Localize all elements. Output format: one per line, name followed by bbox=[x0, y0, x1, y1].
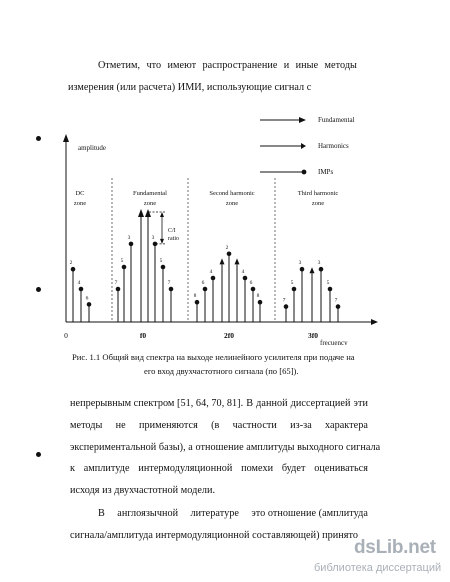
imp-marker bbox=[227, 252, 232, 257]
imp-order-label: 6 bbox=[85, 295, 89, 302]
x-tick-label: 0 bbox=[64, 331, 68, 340]
word: интермодуляционной bbox=[138, 463, 233, 474]
para2-line4 bbox=[70, 463, 368, 474]
imp-marker bbox=[129, 242, 134, 247]
ci-label: C/I bbox=[168, 228, 176, 234]
word: характера bbox=[325, 420, 368, 431]
y-axis-arrow bbox=[63, 134, 69, 142]
word: распространение bbox=[202, 60, 278, 71]
ci-arrow-down bbox=[160, 239, 164, 244]
x-tick-label: f0 bbox=[139, 331, 147, 340]
imp-order-label: 7 bbox=[114, 280, 118, 286]
imp-marker bbox=[258, 300, 263, 305]
imp-order-label: 3 bbox=[127, 234, 131, 241]
word: англоязычной bbox=[117, 508, 179, 519]
para2-line3: экспериментальной базы), а отношение амплитуды выходного сигнала bbox=[70, 442, 381, 453]
imp-marker bbox=[79, 287, 84, 292]
word: непрерывным спектром [51, 64, 70, 81]. bbox=[70, 398, 244, 409]
imp-marker bbox=[87, 302, 92, 307]
word: данной bbox=[256, 398, 288, 409]
imp-order-label: 7 bbox=[334, 297, 338, 304]
word: помехи bbox=[241, 463, 274, 474]
imp-marker bbox=[211, 276, 216, 281]
watermark-subtitle: библиотека диссертаций bbox=[314, 562, 442, 574]
imp-order-label: 8 bbox=[193, 293, 197, 300]
imp-marker bbox=[71, 267, 76, 272]
watermark-brand-left: ds bbox=[354, 537, 376, 558]
imp-order-label: 4 bbox=[77, 280, 81, 286]
para3-line1 bbox=[98, 508, 368, 519]
imp-order-label: 5 bbox=[159, 258, 163, 264]
x-axis-label: frecuency bbox=[320, 339, 348, 345]
fundamental-arrow bbox=[138, 209, 144, 217]
imp-marker bbox=[161, 265, 166, 270]
watermark-brand-right: Lib.net bbox=[375, 537, 436, 558]
imp-order-label: 4 bbox=[209, 269, 213, 275]
imp-order-label: 7 bbox=[282, 297, 286, 304]
para3-line2: сигнала/амплитуда интермодуляционной составляющей) принято bbox=[70, 530, 359, 541]
imp-marker bbox=[243, 276, 248, 281]
x-axis-arrow bbox=[371, 319, 378, 325]
imp-order-label: 5 bbox=[120, 258, 124, 264]
imp-order-label: 6 bbox=[249, 280, 253, 286]
y-axis-label: amplitude bbox=[78, 144, 106, 152]
word: литературе bbox=[190, 508, 239, 519]
ci-label: ratio bbox=[168, 236, 179, 242]
harmonic-arrow bbox=[310, 267, 315, 273]
para2-line2 bbox=[70, 420, 368, 431]
word: амплитуде bbox=[83, 463, 130, 474]
imp-marker bbox=[300, 267, 305, 272]
zone-label: DC bbox=[75, 190, 85, 197]
imp-order-label: 4 bbox=[241, 269, 245, 275]
x-tick-label: 2f0 bbox=[224, 331, 234, 340]
imp-order-label: 5 bbox=[326, 280, 330, 286]
imp-marker bbox=[292, 287, 297, 292]
word: диссертацией bbox=[290, 398, 351, 409]
word: из-за bbox=[290, 420, 312, 431]
imp-order-label: 3 bbox=[317, 260, 321, 267]
word: не bbox=[115, 420, 126, 431]
imp-marker bbox=[319, 267, 324, 272]
watermark-logo bbox=[354, 537, 436, 559]
harmonic-arrow bbox=[220, 258, 225, 264]
word: В bbox=[246, 398, 254, 409]
imp-marker bbox=[328, 287, 333, 292]
figure-caption-line1: Рис. 1.1 Общий вид спектра на выходе нелинейного усилителя при подаче на bbox=[72, 352, 355, 362]
zone-label: Fundamental bbox=[133, 190, 167, 197]
legend-fundamental-arrow bbox=[299, 117, 306, 123]
legend-harmonic-arrow bbox=[301, 143, 306, 149]
imp-order-label: 3 bbox=[151, 234, 155, 241]
zone-label: zone bbox=[73, 200, 87, 207]
zone-label: zone bbox=[143, 200, 157, 207]
imp-marker bbox=[116, 287, 121, 292]
harmonic-arrow bbox=[235, 258, 240, 264]
word: В bbox=[98, 508, 105, 519]
imp-marker bbox=[122, 265, 127, 270]
imp-order-label: 5 bbox=[290, 280, 294, 286]
word: методы bbox=[324, 60, 357, 71]
zone-label: zone bbox=[225, 200, 239, 207]
imp-marker bbox=[169, 287, 174, 292]
word: частности bbox=[232, 420, 277, 431]
word: эти bbox=[353, 398, 368, 409]
word: будет bbox=[281, 463, 306, 474]
word: (в bbox=[211, 420, 220, 431]
word: что bbox=[146, 60, 162, 71]
legend-label: Harmonics bbox=[318, 142, 349, 150]
imp-marker bbox=[195, 300, 200, 305]
word: применяются bbox=[138, 420, 198, 431]
legend-imp-dot bbox=[302, 170, 307, 175]
imp-marker bbox=[251, 287, 256, 292]
para2-line5: исходя из двухчастотной модели. bbox=[70, 485, 216, 496]
word: к bbox=[70, 463, 75, 474]
word: Отметим, bbox=[98, 60, 141, 71]
imp-order-label: 6 bbox=[201, 280, 205, 286]
para1-line2: измерения (или расчета) ИМИ, использующие сигнал с bbox=[68, 82, 312, 93]
word: это отношение (амплитуда bbox=[251, 508, 368, 519]
imp-order-label: 3 bbox=[298, 260, 302, 267]
para2-line1 bbox=[70, 398, 368, 409]
imp-marker bbox=[284, 304, 289, 309]
zone-label: Second harmonic bbox=[209, 190, 255, 197]
word: оцениваться bbox=[314, 463, 368, 474]
word: методы bbox=[70, 420, 103, 431]
word: иные bbox=[295, 60, 319, 71]
imp-marker bbox=[336, 304, 341, 309]
zone-label: Third harmonic bbox=[297, 190, 339, 197]
zone-label: zone bbox=[311, 200, 325, 207]
imp-order-label: 2 bbox=[225, 244, 229, 251]
ci-arrow-up bbox=[160, 212, 164, 217]
legend-label: Fundamental bbox=[318, 116, 355, 124]
imp-marker bbox=[203, 287, 208, 292]
imp-order-label: 7 bbox=[167, 280, 171, 286]
imp-marker bbox=[153, 242, 158, 247]
word: имеют bbox=[167, 60, 197, 71]
imp-order-label: 2 bbox=[69, 260, 73, 267]
fundamental-arrow bbox=[145, 209, 151, 217]
x-tick-label: 3f0 bbox=[308, 331, 318, 340]
imp-order-label: 8 bbox=[256, 293, 260, 300]
word: и bbox=[283, 60, 290, 71]
legend-label: IMPs bbox=[318, 168, 334, 176]
margin-dot bbox=[36, 452, 41, 457]
figure-caption-line2: его вход двухчастотного сигнала (по [65]). bbox=[144, 366, 299, 376]
